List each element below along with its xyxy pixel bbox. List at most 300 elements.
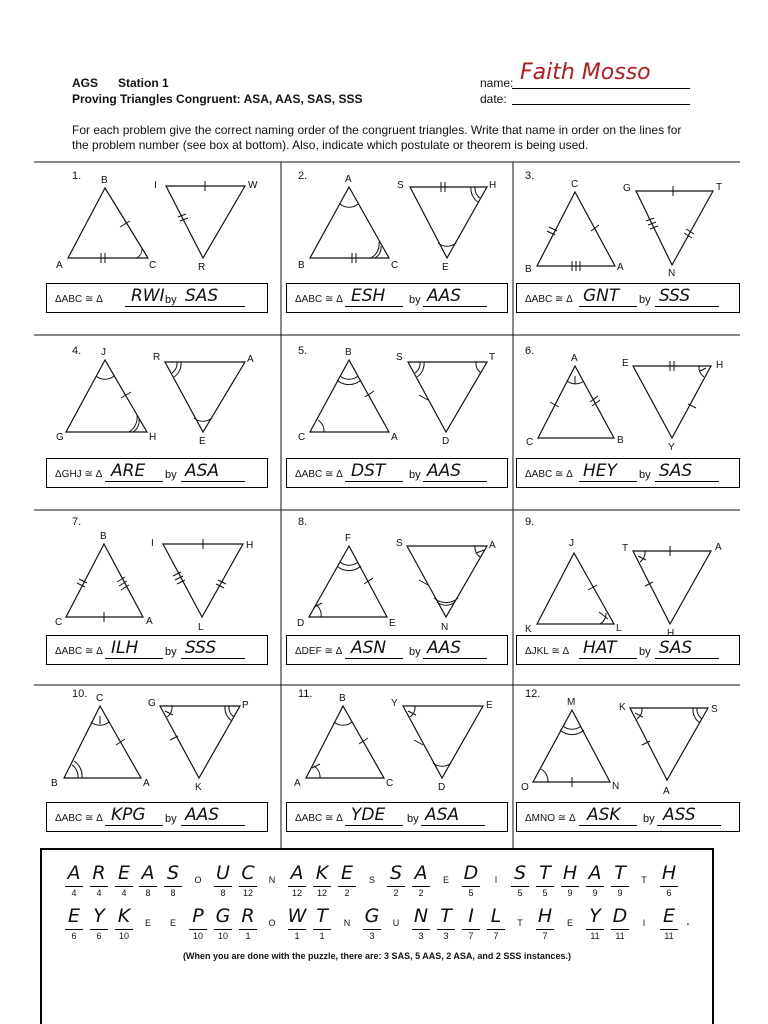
puzzle-number: 5 (468, 888, 474, 898)
vertex-label: O (521, 782, 529, 793)
by-label: by (409, 294, 421, 306)
figure-problem-12 (521, 697, 718, 797)
puzzle-underline (313, 929, 331, 930)
answer-box-5 (286, 458, 508, 488)
figure-problem-5 (298, 347, 495, 447)
answer-postulate[interactable]: ASS (663, 805, 696, 825)
puzzle-blank[interactable] (163, 860, 183, 904)
congruence-label: ΔABC ≅ Δ (525, 469, 573, 480)
problem-number: 9. (525, 516, 535, 528)
puzzle-underline (412, 929, 430, 930)
vertex-label: B (298, 260, 305, 271)
answer-box-7 (46, 635, 268, 665)
vertex-label: A (146, 616, 153, 627)
header-org: AGS (72, 76, 99, 90)
puzzle-underline (511, 886, 529, 887)
vertex-label: B (339, 693, 346, 704)
puzzle-given-letter (386, 903, 406, 947)
puzzle-letter: U (392, 918, 400, 928)
by-label: by (165, 469, 177, 481)
puzzle-underline (660, 886, 678, 887)
problem-number: 2. (298, 170, 308, 182)
vertex-label: H (246, 540, 254, 551)
vertex-label: S (396, 352, 403, 363)
puzzle-blank[interactable] (535, 860, 555, 904)
by-label: by (639, 469, 651, 481)
answer-triangle[interactable]: ILH (111, 638, 139, 658)
puzzle-underline (611, 929, 629, 930)
puzzle-given-letter (510, 903, 530, 947)
puzzle-underline (561, 886, 579, 887)
problem-number: 12. (525, 688, 541, 700)
puzzle-underline (536, 886, 554, 887)
vertex-label: E (486, 700, 493, 711)
puzzle-blank[interactable] (585, 860, 605, 904)
puzzle-letter: L (490, 905, 502, 927)
puzzle-blank[interactable] (287, 903, 307, 947)
puzzle-given-letter (436, 860, 456, 904)
name-value[interactable]: Faith Mosso (520, 60, 651, 85)
puzzle-given-letter (560, 903, 580, 947)
vertex-label: I (154, 180, 157, 191)
answer-line (345, 306, 403, 307)
puzzle-letter: S (513, 862, 527, 884)
vertex-label: N (612, 781, 620, 792)
puzzle-letter: G (215, 905, 231, 927)
vertex-label: T (716, 182, 723, 193)
answer-line (655, 481, 719, 482)
puzzle-letter: N (343, 918, 351, 928)
puzzle-blank[interactable] (461, 860, 481, 904)
vertex-label: G (148, 698, 156, 709)
puzzle-footer: (When you are done with the puzzle, there are: 3 SAS, 5 AAS, 2 ASA, and 2 SSS instances.) (183, 951, 571, 961)
puzzle-number: 11 (590, 931, 600, 941)
puzzle-row-1 (64, 860, 714, 906)
puzzle-number: 10 (118, 931, 129, 941)
figure-problem-6 (526, 353, 723, 453)
by-label: by (639, 646, 651, 658)
instructions: For each problem give the correct naming order of the congruent triangles. Write that name in order on the lines for the problem number (see box at bottom). Also, indicate which postulate or theorem is being used. (72, 123, 682, 152)
vertex-label: A (489, 540, 496, 551)
vertex-label: C (55, 617, 63, 628)
puzzle-underline (586, 886, 604, 887)
puzzle-given-letter (262, 903, 282, 947)
vertex-label: A (56, 260, 63, 271)
answer-box-11 (286, 802, 508, 832)
problem-number: 4. (72, 345, 82, 357)
puzzle-blank[interactable] (362, 903, 382, 947)
puzzle-blank[interactable] (238, 903, 258, 947)
vertex-label: H (667, 628, 675, 639)
by-label: by (165, 646, 177, 658)
puzzle-blank[interactable] (64, 903, 84, 947)
puzzle-given-letter (163, 903, 183, 947)
vertex-label: A (663, 786, 670, 797)
puzzle-number: 11 (615, 931, 625, 941)
by-label: by (639, 294, 651, 306)
puzzle-number: 10 (192, 931, 203, 941)
vertex-label: N (668, 268, 676, 279)
vertex-label: R (153, 352, 161, 363)
answer-triangle[interactable]: ASN (351, 638, 387, 658)
vertex-label: A (715, 542, 722, 553)
puzzle-underline (288, 886, 306, 887)
puzzle-blank[interactable] (114, 903, 134, 947)
vertex-label: B (345, 347, 352, 358)
problem-number: 1. (72, 170, 82, 182)
answer-line (105, 658, 163, 659)
answer-line (345, 481, 403, 482)
puzzle-letter: T (517, 918, 523, 928)
puzzle-blank[interactable] (411, 860, 431, 904)
puzzle-letter: R (241, 905, 255, 927)
puzzle-number: 12 (316, 888, 327, 898)
vertex-label: K (525, 624, 532, 635)
puzzle-blank[interactable] (64, 860, 84, 904)
answer-box-3 (516, 283, 740, 313)
vertex-label: A (617, 262, 624, 273)
vertex-label: E (199, 436, 206, 447)
by-label: by (409, 469, 421, 481)
puzzle-letter: D (612, 905, 628, 927)
puzzle-number: 7 (468, 931, 474, 941)
puzzle-letter: O (268, 918, 276, 928)
congruence-label: ΔABC ≅ Δ (55, 294, 103, 305)
puzzle-blank[interactable] (337, 860, 357, 904)
vertex-label: J (569, 538, 574, 549)
puzzle-letter: E (442, 875, 449, 885)
puzzle-letter: A (414, 862, 428, 884)
puzzle-number: 10 (217, 931, 228, 941)
puzzle-letter: T (641, 875, 647, 885)
puzzle-given-letter (138, 903, 158, 947)
puzzle-blank[interactable] (287, 860, 307, 904)
figure-problem-4 (56, 347, 254, 447)
date-label: date: (480, 92, 507, 106)
congruence-label: ΔABC ≅ Δ (525, 294, 573, 305)
by-label: by (165, 813, 177, 825)
answer-triangle[interactable]: HEY (583, 461, 617, 481)
puzzle-given-letter (337, 903, 357, 947)
answer-box-2 (286, 283, 508, 313)
vertex-label: N (441, 622, 449, 633)
answer-line (579, 306, 637, 307)
vertex-label: C (298, 432, 306, 443)
puzzle-underline (90, 929, 108, 930)
vertex-label: B (100, 531, 107, 542)
problem-number: 10. (72, 688, 88, 700)
problem-number: 6. (525, 345, 535, 357)
puzzle-letter: K (315, 862, 329, 884)
puzzle-letter: I (494, 875, 498, 885)
puzzle-blank[interactable] (659, 903, 679, 947)
puzzle-blank[interactable] (610, 860, 630, 904)
puzzle-letter: Y (589, 905, 601, 927)
puzzle-underline (115, 929, 133, 930)
vertex-label: B (525, 264, 532, 275)
answer-triangle[interactable]: HAT (583, 638, 617, 658)
congruence-label: ΔJKL ≅ Δ (525, 646, 570, 657)
by-label: by (643, 813, 655, 825)
vertex-label: H (716, 360, 724, 371)
answer-line (345, 825, 403, 826)
vertex-label: K (619, 702, 626, 713)
puzzle-underline (239, 929, 257, 930)
puzzle-number: 1 (294, 931, 300, 941)
puzzle-underline (65, 929, 83, 930)
puzzle-number: 6 (666, 888, 672, 898)
puzzle-blank[interactable] (486, 903, 506, 947)
answer-postulate[interactable]: SAS (659, 638, 693, 658)
puzzle-blank[interactable] (535, 903, 555, 947)
puzzle-blank[interactable] (213, 860, 233, 904)
vertex-label: D (297, 618, 305, 629)
answer-triangle[interactable]: RWI (131, 286, 165, 306)
answer-triangle[interactable]: ESH (351, 286, 386, 306)
puzzle-letter: W (287, 905, 307, 927)
puzzle-underline (437, 929, 455, 930)
puzzle-given-letter (634, 860, 654, 904)
puzzle-given-letter (262, 860, 282, 904)
puzzle-underline (462, 886, 480, 887)
puzzle-blank[interactable] (436, 903, 456, 947)
figure-problem-11 (294, 693, 493, 793)
vertex-label: Y (391, 698, 398, 709)
puzzle-number: 2 (418, 888, 424, 898)
answer-box-6 (516, 458, 740, 488)
figure-problem-10 (51, 693, 249, 793)
vertex-label: Y (668, 442, 675, 453)
puzzle-letter: E (566, 918, 573, 928)
puzzle-letter: A (67, 862, 81, 884)
puzzle-letter: E (662, 905, 675, 927)
puzzle-underline (214, 886, 232, 887)
vertex-label: E (389, 618, 396, 629)
by-label: by (409, 646, 421, 658)
puzzle-blank[interactable] (386, 860, 406, 904)
answer-box-12 (516, 802, 740, 832)
answer-triangle[interactable]: DST (351, 461, 386, 481)
puzzle-letter: H (661, 862, 677, 884)
answer-triangle[interactable]: ARE (111, 461, 146, 481)
puzzle-number: 4 (71, 888, 77, 898)
vertex-label: A (391, 432, 398, 443)
answer-line (181, 825, 245, 826)
puzzle-letter: I (468, 905, 474, 927)
puzzle-given-letter (486, 860, 506, 904)
puzzle-underline (338, 886, 356, 887)
puzzle-underline (239, 886, 257, 887)
puzzle-blank[interactable] (89, 903, 109, 947)
answer-line (579, 658, 637, 659)
puzzle-underline (586, 929, 604, 930)
by-label: by (407, 813, 419, 825)
problem-number: 7. (72, 516, 82, 528)
puzzle-blank[interactable] (560, 860, 580, 904)
puzzle-blank[interactable] (312, 860, 332, 904)
puzzle-underline (363, 929, 381, 930)
problem-number: 3. (525, 170, 535, 182)
figure-problem-2 (298, 174, 496, 273)
figure-problem-7 (55, 531, 253, 633)
vertex-label: C (391, 260, 399, 271)
puzzle-underline (65, 886, 83, 887)
puzzle-letter: Y (93, 905, 105, 927)
answer-postulate[interactable]: AAS (185, 805, 220, 825)
vertex-label: F (345, 533, 352, 544)
figure-problem-9 (525, 538, 722, 639)
answer-box-4 (46, 458, 268, 488)
puzzle-underline (462, 929, 480, 930)
puzzle-letter: N (413, 905, 429, 927)
puzzle-number: 12 (242, 888, 253, 898)
puzzle-letter: A (141, 862, 155, 884)
puzzle-letter: S (389, 862, 403, 884)
puzzle-number: 4 (121, 888, 127, 898)
answer-box-1 (46, 283, 268, 313)
vertex-label: B (51, 778, 58, 789)
puzzle-blank[interactable] (114, 860, 134, 904)
answer-postulate[interactable]: AAS (427, 638, 462, 658)
congruence-label: ΔMNO ≅ Δ (525, 813, 576, 824)
answer-line (345, 658, 403, 659)
puzzle-underline (387, 886, 405, 887)
congruence-label: ΔABC ≅ Δ (295, 469, 343, 480)
puzzle-blank[interactable] (510, 860, 530, 904)
vertex-label: B (617, 435, 624, 446)
puzzle-underline (164, 886, 182, 887)
figure-problem-3 (525, 179, 722, 279)
puzzle-blank[interactable] (238, 860, 258, 904)
vertex-label: C (149, 260, 157, 271)
answer-triangle[interactable]: YDE (351, 805, 386, 825)
puzzle-letter: D (463, 862, 479, 884)
puzzle-number: 9 (567, 888, 573, 898)
answer-line (181, 658, 245, 659)
vertex-label: C (526, 437, 534, 448)
answer-box-10 (46, 802, 268, 832)
puzzle-number: 6 (71, 931, 77, 941)
answer-postulate[interactable]: AAS (427, 461, 462, 481)
answer-triangle[interactable]: ASK (587, 805, 621, 825)
congruence-label: ΔABC ≅ Δ (295, 813, 343, 824)
puzzle-number: 3 (443, 931, 449, 941)
problem-number: 11. (298, 688, 313, 700)
answer-postulate[interactable]: AAS (427, 286, 462, 306)
answer-triangle[interactable]: KPG (111, 805, 146, 825)
answer-box-9 (516, 635, 740, 665)
answer-line (105, 825, 163, 826)
answer-postulate[interactable]: SAS (659, 461, 693, 481)
answer-line (655, 306, 719, 307)
puzzle-given-letter (188, 860, 208, 904)
problem-number: 5. (298, 345, 308, 357)
puzzle-blank[interactable] (461, 903, 481, 947)
by-label: by (165, 294, 177, 306)
vertex-label: K (195, 782, 202, 793)
vertex-label: T (622, 543, 629, 554)
congruence-label: ΔABC ≅ Δ (55, 813, 103, 824)
puzzle-blank[interactable] (312, 903, 332, 947)
puzzle-letter: S (368, 875, 375, 885)
puzzle-letter: T (539, 862, 551, 884)
puzzle-blank[interactable] (659, 860, 679, 904)
vertex-label: A (247, 354, 254, 365)
puzzle-blank[interactable] (138, 860, 158, 904)
congruence-label: ΔABC ≅ Δ (295, 294, 343, 305)
puzzle-letter: E (117, 862, 130, 884)
answer-line (181, 306, 245, 307)
vertex-label: A (143, 778, 150, 789)
puzzle-blank[interactable] (213, 903, 233, 947)
puzzle-letter: O (194, 875, 202, 885)
vertex-label: L (198, 622, 204, 633)
puzzle-letter: K (117, 905, 131, 927)
puzzle-blank[interactable] (610, 903, 630, 947)
puzzle-number: 3 (369, 931, 375, 941)
puzzle-number: 5 (517, 888, 523, 898)
answer-line (579, 825, 637, 826)
puzzle-number: 4 (96, 888, 102, 898)
answer-postulate[interactable]: SSS (659, 286, 691, 306)
puzzle-letter: N (268, 875, 276, 885)
vertex-label: H (149, 432, 157, 443)
congruence-label: ΔABC ≅ Δ (55, 646, 103, 657)
vertex-label: W (248, 180, 258, 191)
puzzle-letter: U (216, 862, 230, 884)
puzzle-number: 2 (393, 888, 399, 898)
puzzle-underline (214, 929, 232, 930)
puzzle-underline (611, 886, 629, 887)
answer-postulate[interactable]: SAS (185, 286, 219, 306)
puzzle-blank[interactable] (411, 903, 431, 947)
congruence-label: ΔGHJ ≅ Δ (55, 469, 103, 480)
vertex-label: M (567, 697, 576, 708)
puzzle-underline (139, 886, 157, 887)
vertex-label: D (438, 782, 446, 793)
puzzle-letter: E (340, 862, 353, 884)
puzzle-number: 7 (542, 931, 548, 941)
puzzle-letter: A (290, 862, 304, 884)
vertex-label: C (571, 179, 579, 190)
answer-triangle[interactable]: GNT (583, 286, 620, 306)
answer-postulate[interactable]: ASA (425, 805, 460, 825)
puzzle-number: 9 (617, 888, 623, 898)
puzzle-number: 2 (344, 888, 350, 898)
vertex-label: G (56, 432, 64, 443)
puzzle-underline (90, 886, 108, 887)
puzzle-letter: S (166, 862, 180, 884)
answer-line (579, 481, 637, 482)
puzzle-number: 12 (291, 888, 302, 898)
puzzle-underline (115, 886, 133, 887)
puzzle-letter: R (92, 862, 106, 884)
puzzle-blank[interactable] (188, 903, 208, 947)
vertex-label: A (571, 353, 578, 364)
vertex-label: C (96, 693, 104, 704)
puzzle-number: 6 (96, 931, 102, 941)
puzzle-letter: I (642, 918, 646, 928)
puzzle-number: 3 (418, 931, 424, 941)
puzzle-underline (313, 886, 331, 887)
puzzle-underline (660, 929, 678, 930)
answer-postulate[interactable]: ASA (185, 461, 220, 481)
answer-postulate[interactable]: SSS (185, 638, 217, 658)
puzzle-blank[interactable] (89, 860, 109, 904)
puzzle-period: . (686, 912, 690, 928)
puzzle-number: 8 (145, 888, 151, 898)
puzzle-blank[interactable] (585, 903, 605, 947)
